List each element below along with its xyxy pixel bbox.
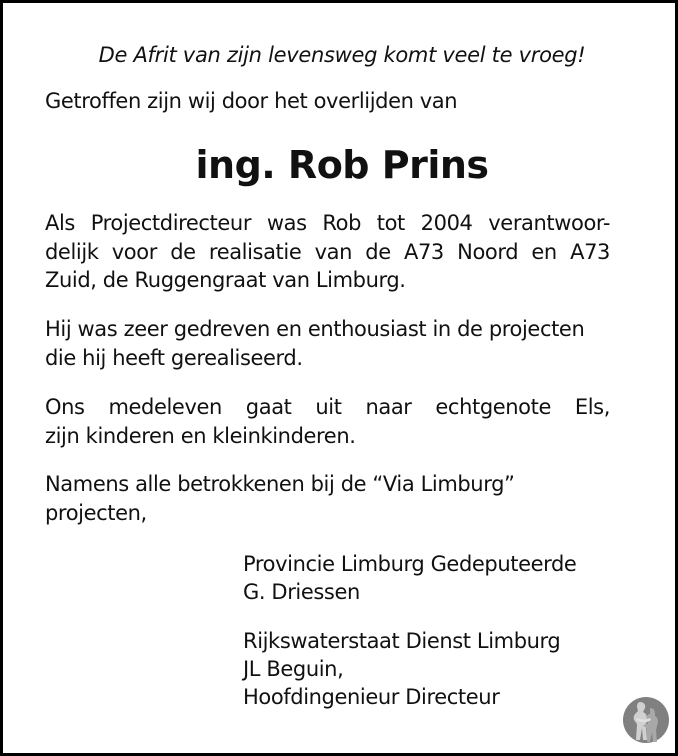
paragraph-condolences [45,393,610,450]
text-line: Als Projectdirecteur was Rob tot 2004 verantwoor- [45,211,610,235]
text-line: projecten, [45,500,147,525]
signatory-line: Provincie Limburg Gedeputeerde [243,552,577,576]
text-line: die hij heeft gerealiseerd. [45,345,303,370]
signatory-province [243,550,576,606]
signatory-line: JL Beguin, [243,657,344,681]
motto: De Afrit van zijn levensweg komt veel te vroeg! [98,43,586,67]
signatory-line: G. Driessen [243,580,360,604]
paragraph-role [45,209,610,295]
text-line: Namens alle betrokkenen bij de “Via Limburg” [45,472,515,496]
embracing-figures-logo-icon [622,696,670,744]
text-line: Zuid, de Ruggengraat van Limburg. [45,268,406,292]
deceased-name: ing. Rob Prins [195,143,489,187]
text-line: Ons medeleven gaat uit naar echtgenote Els, [45,395,610,419]
signatory-rijkswaterstaat [243,627,560,711]
paragraph-dedication [45,315,610,372]
text-line: zijn kinderen en kleinkinderen. [45,423,356,448]
text-line: Hij was zeer gedreven en enthousiast in de projecten [45,317,585,341]
paragraph-on-behalf [45,470,610,527]
intro-text: Getroffen zijn wij door het overlijden van [45,89,458,113]
text-line: delijk voor de realisatie van de A73 Noord en A73 [45,239,610,264]
signatory-line: Hoofdingenieur Directeur [243,685,500,709]
signatory-line: Rijkswaterstaat Dienst Limburg [243,629,561,653]
